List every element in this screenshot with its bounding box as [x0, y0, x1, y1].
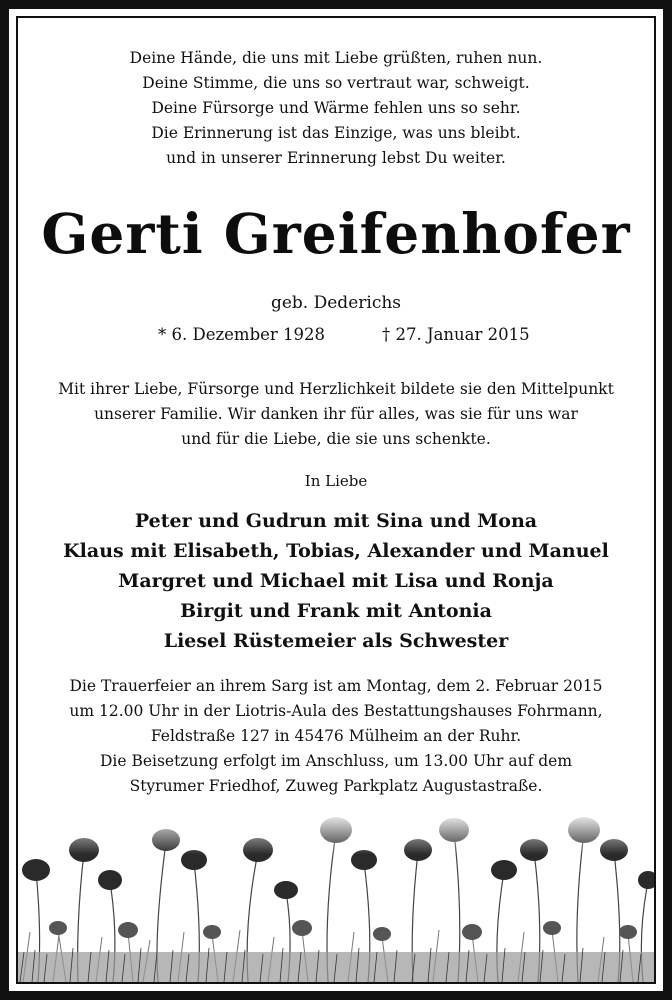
poem-line: und in unserer Erinnerung lebst Du weiter.	[166, 149, 506, 167]
born-name: geb. Dederichs	[270, 293, 402, 313]
tribute-text	[18, 377, 654, 452]
poppy-field-illustration	[18, 812, 654, 982]
family-list	[18, 506, 654, 656]
family-line: Klaus mit Elisabeth, Tobias, Alexander und Manuel	[63, 540, 609, 562]
tribute-line: und für die Liebe, die sie uns schenkte.	[181, 430, 491, 448]
death-date: † 27. Januar 2015	[382, 325, 530, 344]
family-line: Birgit und Frank mit Antonia	[180, 600, 492, 622]
service-line: um 12.00 Uhr in der Liotris-Aula des Bestattungshauses Fohrmann,	[69, 702, 603, 720]
deceased-name: Gerti Greifenhofer	[41, 201, 631, 266]
poem-line: Deine Hände, die uns mit Liebe grüßten, ruhen nun.	[129, 49, 543, 67]
birth-date: * 6. Dezember 1928	[158, 325, 326, 344]
family-line: Peter und Gudrun mit Sina und Mona	[134, 510, 538, 532]
in-love-label: In Liebe	[304, 472, 368, 490]
obituary-notice	[16, 16, 656, 984]
poem-line: Deine Stimme, die uns so vertraut war, schweigt.	[142, 74, 530, 92]
service-line: Styrumer Friedhof, Zuweg Parkplatz Augustastraße.	[129, 777, 543, 795]
service-line: Feldstraße 127 in 45476 Mülheim an der Ruhr.	[150, 727, 522, 745]
poem-line: Deine Fürsorge und Wärme fehlen uns so sehr.	[151, 99, 521, 117]
family-line: Margret und Michael mit Lisa und Ronja	[118, 570, 554, 592]
memorial-poem	[18, 18, 654, 171]
poem-line: Die Erinnerung ist das Einzige, was uns bleibt.	[151, 124, 521, 142]
service-line: Die Trauerfeier an ihrem Sarg ist am Montag, dem 2. Februar 2015	[69, 677, 603, 695]
service-line: Die Beisetzung erfolgt im Anschluss, um 13.00 Uhr auf dem	[99, 752, 573, 770]
tribute-line: Mit ihrer Liebe, Fürsorge und Herzlichkeit bildete sie den Mittelpunkt	[58, 380, 614, 398]
family-line: Liesel Rüstemeier als Schwester	[163, 630, 509, 652]
tribute-line: unserer Familie. Wir danken ihr für alles, was sie für uns war	[94, 405, 578, 423]
service-info	[18, 674, 654, 799]
life-dates	[18, 321, 654, 351]
